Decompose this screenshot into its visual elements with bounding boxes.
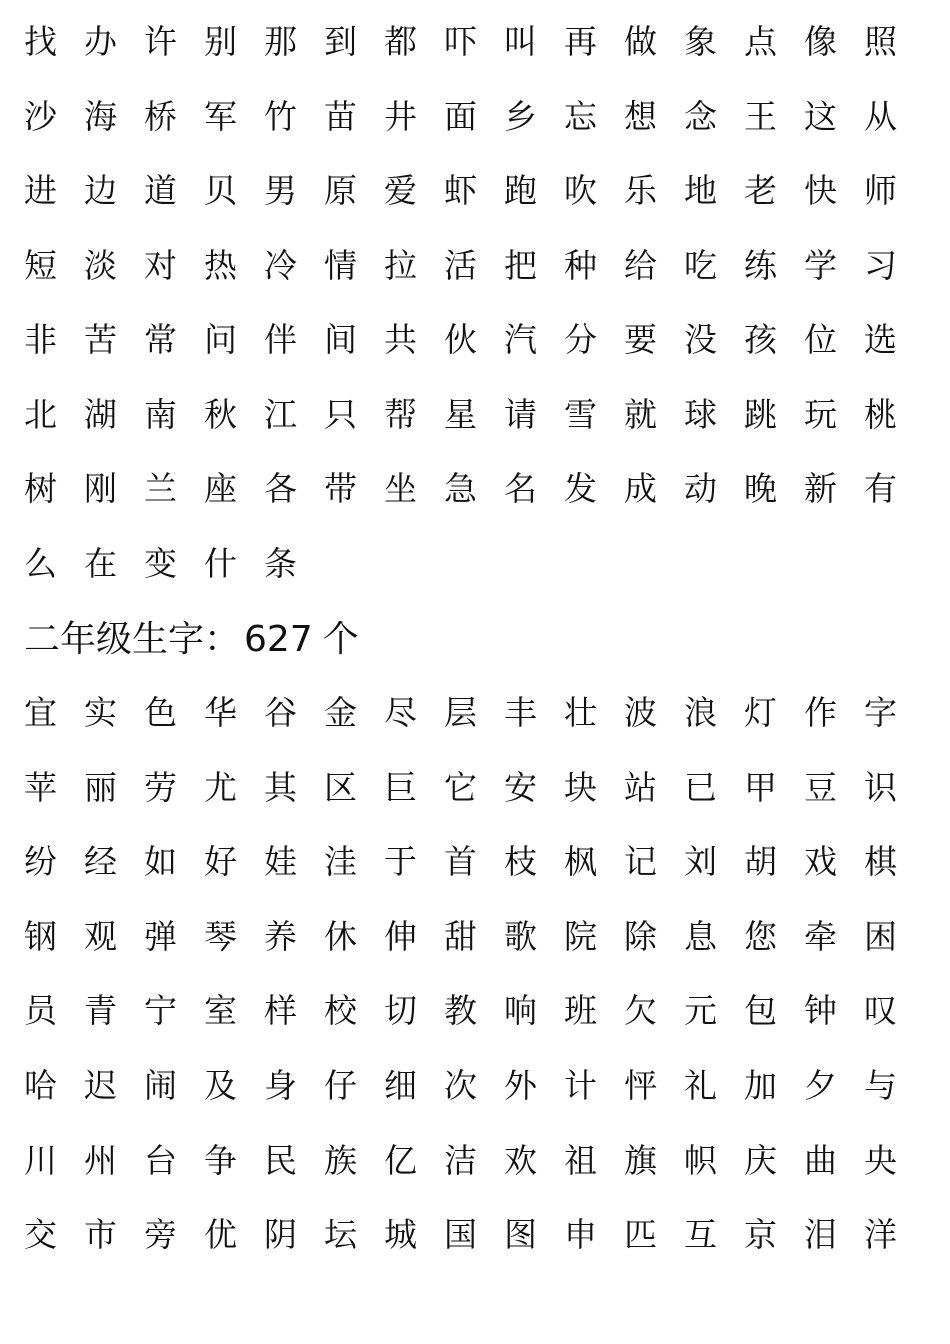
grade2-character: 除 [624, 916, 657, 956]
grade1-character: 没 [684, 320, 717, 359]
grade1-character: 再 [564, 22, 597, 61]
grade1-character: 练 [744, 245, 777, 285]
grade2-character: 其 [264, 767, 297, 807]
grade2-character: 钟 [804, 991, 837, 1031]
grade1-character: 成 [624, 469, 657, 508]
grade2-character: 甜 [444, 916, 477, 956]
grade1-character: 只 [324, 394, 357, 434]
grade2-character: 亿 [384, 1140, 417, 1180]
grade2-character: 识 [864, 767, 897, 807]
grade2-character: 纷 [24, 842, 57, 882]
grade2-character: 琴 [204, 916, 237, 956]
grade1-character: 问 [204, 320, 237, 359]
grade1-character: 办 [84, 22, 117, 61]
grade1-character: 许 [144, 22, 177, 61]
grade1-character: 想 [624, 96, 657, 136]
grade2-character: 伸 [384, 916, 417, 956]
grade2-character: 样 [264, 991, 297, 1031]
grade2-row [24, 912, 924, 962]
grade1-character: 在 [84, 543, 117, 583]
grade2-character: 歌 [504, 916, 537, 956]
grade1-character: 桃 [864, 394, 897, 434]
grade2-row [24, 1061, 924, 1111]
grade2-character: 曲 [804, 1140, 837, 1180]
grade1-character: 进 [24, 171, 57, 210]
grade2-character: 作 [804, 693, 837, 732]
grade1-character: 原 [324, 171, 357, 210]
grade2-character: 枝 [504, 842, 537, 882]
grade1-character: 到 [324, 22, 357, 61]
grade1-character: 星 [444, 394, 477, 434]
grade2-character: 牵 [804, 916, 837, 956]
grade1-character: 情 [324, 245, 357, 285]
grade2-character: 及 [204, 1066, 237, 1105]
grade2-character: 枫 [564, 842, 597, 882]
grade1-character: 对 [144, 245, 177, 285]
grade2-row [24, 1210, 924, 1260]
grade1-character: 晚 [744, 469, 777, 508]
grade1-row [24, 464, 924, 514]
grade2-character: 记 [624, 842, 657, 882]
grade2-character: 叹 [864, 991, 897, 1031]
grade2-character: 教 [444, 991, 477, 1031]
grade1-character: 冷 [264, 245, 297, 285]
grade1-character: 苦 [84, 320, 117, 359]
grade2-character: 身 [264, 1066, 297, 1105]
grade2-character: 块 [564, 767, 597, 807]
grade2-character: 养 [264, 916, 297, 956]
grade2-character: 坛 [324, 1215, 357, 1255]
grade2-character: 娃 [264, 842, 297, 882]
grade1-character: 苗 [324, 96, 357, 136]
grade1-character: 玩 [804, 394, 837, 434]
grade1-character: 军 [204, 96, 237, 136]
grade1-character: 竹 [264, 96, 297, 136]
grade2-character: 外 [504, 1066, 537, 1105]
grade1-character: 急 [444, 469, 477, 508]
grade2-character: 京 [744, 1215, 777, 1255]
grade1-character: 乐 [624, 171, 657, 210]
grade2-character: 金 [324, 693, 357, 732]
grade1-character: 种 [564, 245, 597, 285]
grade1-character: 汽 [504, 320, 537, 359]
grade1-character: 名 [504, 469, 537, 508]
grade1-character: 边 [84, 171, 117, 210]
grade1-character: 江 [264, 394, 297, 434]
grade2-character: 字 [864, 693, 897, 732]
grade1-character: 叫 [504, 22, 537, 61]
grade2-character: 响 [504, 991, 537, 1031]
grade1-character: 淡 [84, 245, 117, 285]
grade1-character: 北 [24, 394, 57, 434]
grade2-row [24, 837, 924, 887]
grade1-character: 非 [24, 320, 57, 359]
grade2-character: 戏 [804, 842, 837, 882]
grade2-character: 丽 [84, 767, 117, 807]
grade1-character: 孩 [744, 320, 777, 359]
grade2-character: 申 [564, 1215, 597, 1255]
grade1-character: 像 [804, 22, 837, 61]
grade2-character: 尽 [384, 693, 417, 732]
grade2-character: 仔 [324, 1066, 357, 1105]
grade2-character: 观 [84, 916, 117, 956]
grade1-character: 湖 [84, 394, 117, 434]
grade2-character: 弹 [144, 916, 177, 956]
grade1-character: 新 [804, 469, 837, 508]
grade1-character: 老 [744, 171, 777, 210]
grade1-character: 做 [624, 22, 657, 61]
grade1-character: 跳 [744, 394, 777, 434]
grade1-row [24, 17, 924, 67]
grade2-character: 城 [384, 1215, 417, 1255]
grade1-character: 伴 [264, 320, 297, 359]
grade2-character: 匹 [624, 1215, 657, 1255]
grade1-character: 带 [324, 469, 357, 508]
grade2-character: 劳 [144, 767, 177, 807]
grade2-character: 您 [744, 916, 777, 956]
grade2-character: 庆 [744, 1140, 777, 1180]
grade1-character: 么 [24, 543, 57, 583]
grade1-character: 伙 [444, 320, 477, 359]
grade1-character: 沙 [24, 96, 57, 136]
grade2-character: 层 [444, 693, 477, 732]
grade1-character: 间 [324, 320, 357, 359]
grade1-character: 雪 [564, 394, 597, 434]
grade1-character: 球 [684, 394, 717, 434]
grade2-character: 首 [444, 842, 477, 882]
grade1-character: 选 [864, 320, 897, 359]
grade1-character: 象 [684, 22, 717, 61]
grade1-character: 什 [204, 543, 237, 583]
grade1-character: 刚 [84, 469, 117, 508]
grade1-character: 分 [564, 320, 597, 359]
grade1-character: 把 [504, 245, 537, 285]
grade2-character: 丰 [504, 693, 537, 732]
grade2-character: 苹 [24, 767, 57, 807]
grade1-character: 学 [804, 245, 837, 285]
grade2-character: 旁 [144, 1215, 177, 1255]
grade2-character: 夕 [804, 1066, 837, 1105]
grade2-character: 与 [864, 1066, 897, 1105]
grade1-character: 习 [864, 245, 897, 285]
grade2-character: 青 [84, 991, 117, 1031]
grade2-character: 它 [444, 767, 477, 807]
grade1-character: 海 [84, 96, 117, 136]
grade1-row [24, 390, 924, 440]
grade1-character: 给 [624, 245, 657, 285]
grade1-character: 爱 [384, 171, 417, 210]
grade2-character: 实 [84, 693, 117, 732]
grade2-character: 互 [684, 1215, 717, 1255]
grade1-character: 从 [864, 96, 897, 136]
grade2-character: 波 [624, 693, 657, 732]
grade2-character: 欢 [504, 1140, 537, 1180]
grade1-row [24, 539, 924, 589]
grade2-character: 泪 [804, 1215, 837, 1255]
grade1-character: 树 [24, 469, 57, 508]
grade2-character: 棋 [864, 842, 897, 882]
grade2-count-unit: 个 [322, 619, 359, 660]
grade1-character: 井 [384, 96, 417, 136]
grade2-character: 困 [864, 916, 897, 956]
grade2-character: 州 [84, 1140, 117, 1180]
grade1-character: 各 [264, 469, 297, 508]
grade2-character: 次 [444, 1066, 477, 1105]
grade1-character: 男 [264, 171, 297, 210]
grade2-character: 刘 [684, 842, 717, 882]
grade2-character: 站 [624, 767, 657, 807]
grade1-character: 拉 [384, 245, 417, 285]
grade2-character: 经 [84, 842, 117, 882]
grade1-character: 道 [144, 171, 177, 210]
grade2-character: 洋 [864, 1215, 897, 1255]
grade1-character: 桥 [144, 96, 177, 136]
grade2-character: 洼 [324, 842, 357, 882]
grade2-character: 细 [384, 1066, 417, 1105]
grade2-character: 国 [444, 1215, 477, 1255]
grade2-character: 院 [564, 916, 597, 956]
grade1-character: 要 [624, 320, 657, 359]
grade1-character: 座 [204, 469, 237, 508]
grade2-character: 灯 [744, 693, 777, 732]
grade2-heading [24, 612, 359, 668]
grade2-character: 怦 [624, 1066, 657, 1105]
grade2-character: 哈 [24, 1066, 57, 1105]
grade2-character: 洁 [444, 1140, 477, 1180]
grade1-character: 热 [204, 245, 237, 285]
grade1-character: 就 [624, 394, 657, 434]
grade1-character: 地 [684, 171, 717, 210]
grade2-heading-label: 二年级生字： [24, 619, 241, 660]
grade2-character: 谷 [264, 693, 297, 732]
grade2-character: 包 [744, 991, 777, 1031]
grade1-character: 短 [24, 245, 57, 285]
grade2-character: 员 [24, 991, 57, 1031]
grade1-character: 忘 [564, 96, 597, 136]
grade1-row [24, 241, 924, 291]
grade2-row [24, 986, 924, 1036]
grade2-character: 计 [564, 1066, 597, 1105]
grade2-character: 好 [204, 842, 237, 882]
grade2-character: 华 [204, 693, 237, 732]
grade2-character: 巨 [384, 767, 417, 807]
grade2-character: 宁 [144, 991, 177, 1031]
grade1-character: 动 [684, 469, 717, 508]
grade1-character: 位 [804, 320, 837, 359]
grade1-character: 都 [384, 22, 417, 61]
grade2-row [24, 763, 924, 813]
grade1-character: 快 [804, 171, 837, 210]
grade1-character: 贝 [204, 171, 237, 210]
grade2-character: 川 [24, 1140, 57, 1180]
grade1-character: 面 [444, 96, 477, 136]
grade1-character: 点 [744, 22, 777, 61]
grade1-character: 跑 [504, 171, 537, 210]
grade2-character: 央 [864, 1140, 897, 1180]
grade2-character: 闹 [144, 1066, 177, 1105]
grade1-character: 念 [684, 96, 717, 136]
grade1-character: 常 [144, 320, 177, 359]
grade2-character: 校 [324, 991, 357, 1031]
grade2-character: 已 [684, 767, 717, 807]
grade2-character-count: 627 [244, 619, 313, 660]
grade2-character: 礼 [684, 1066, 717, 1105]
grade1-character: 虾 [444, 171, 477, 210]
grade1-character: 秋 [204, 394, 237, 434]
grade2-character: 加 [744, 1066, 777, 1105]
grade2-character: 迟 [84, 1066, 117, 1105]
grade1-character: 王 [744, 96, 777, 136]
grade2-character: 宜 [24, 693, 57, 732]
grade1-character: 变 [144, 543, 177, 583]
grade2-character: 区 [324, 767, 357, 807]
grade2-row [24, 688, 924, 738]
grade2-character: 帜 [684, 1140, 717, 1180]
grade1-character: 共 [384, 320, 417, 359]
grade1-row [24, 315, 924, 365]
grade1-character: 活 [444, 245, 477, 285]
grade2-character: 元 [684, 991, 717, 1031]
grade1-character: 那 [264, 22, 297, 61]
grade1-character: 条 [264, 543, 297, 583]
grade2-character: 室 [204, 991, 237, 1031]
grade1-character: 吹 [564, 171, 597, 210]
grade2-character: 争 [204, 1140, 237, 1180]
grade1-character: 这 [804, 96, 837, 136]
grade1-character: 吓 [444, 22, 477, 61]
grade2-character: 于 [384, 842, 417, 882]
grade2-character: 息 [684, 916, 717, 956]
grade2-character: 欠 [624, 991, 657, 1031]
grade1-character: 照 [864, 22, 897, 61]
grade1-character: 别 [204, 22, 237, 61]
grade2-character: 图 [504, 1215, 537, 1255]
grade2-character: 优 [204, 1215, 237, 1255]
grade1-character: 南 [144, 394, 177, 434]
grade2-character: 切 [384, 991, 417, 1031]
grade2-character: 交 [24, 1215, 57, 1255]
grade2-character: 市 [84, 1215, 117, 1255]
grade2-character: 钢 [24, 916, 57, 956]
grade2-character: 壮 [564, 693, 597, 732]
grade2-character: 安 [504, 767, 537, 807]
grade1-character: 吃 [684, 245, 717, 285]
grade2-row [24, 1136, 924, 1186]
grade2-character: 阴 [264, 1215, 297, 1255]
grade2-character: 台 [144, 1140, 177, 1180]
grade1-character: 帮 [384, 394, 417, 434]
grade1-character: 坐 [384, 469, 417, 508]
grade2-character: 如 [144, 842, 177, 882]
grade1-character: 兰 [144, 469, 177, 508]
grade1-character: 有 [864, 469, 897, 508]
grade2-character: 浪 [684, 693, 717, 732]
grade2-character: 尤 [204, 767, 237, 807]
grade2-character: 旗 [624, 1140, 657, 1180]
grade2-character: 色 [144, 693, 177, 732]
grade1-character: 师 [864, 171, 897, 210]
grade2-character: 休 [324, 916, 357, 956]
grade1-character: 请 [504, 394, 537, 434]
grade2-character: 胡 [744, 842, 777, 882]
grade1-character: 找 [24, 22, 57, 61]
grade1-character: 乡 [504, 96, 537, 136]
grade1-row [24, 92, 924, 142]
grade2-character: 民 [264, 1140, 297, 1180]
grade1-row [24, 166, 924, 216]
grade2-character: 豆 [804, 767, 837, 807]
grade2-character: 祖 [564, 1140, 597, 1180]
grade1-character: 发 [564, 469, 597, 508]
grade2-character: 族 [324, 1140, 357, 1180]
grade2-character: 班 [564, 991, 597, 1031]
grade2-character: 甲 [744, 767, 777, 807]
